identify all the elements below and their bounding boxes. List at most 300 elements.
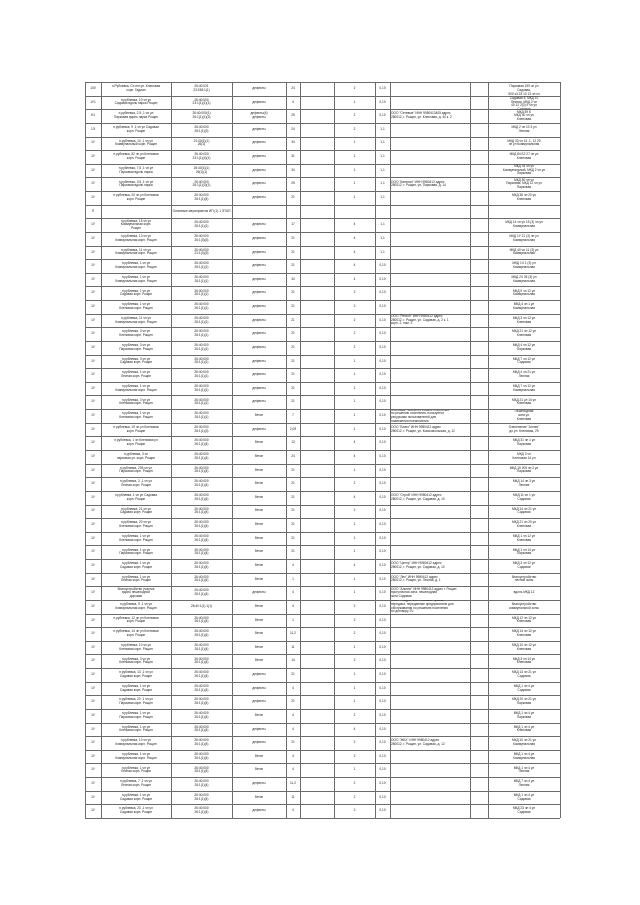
cell-area	[287, 437, 299, 450]
cell-text: МКД 10 чн 12 ул Кленовая	[511, 642, 537, 651]
cell-text: 21	[291, 467, 295, 472]
cell-address	[102, 573, 170, 586]
cell-text: МКД 21 чн 20 ул Кленовая	[511, 520, 537, 528]
cell-text: МКД 4 чн 21 ул Лесная	[512, 370, 536, 379]
cell-text: 1	[292, 576, 294, 581]
cell-owner	[391, 260, 469, 273]
cell-text: МКД 3 чн 12 ул Садовая	[512, 561, 536, 569]
cell-address	[102, 96, 170, 109]
cell-text: 24	[291, 85, 295, 90]
cell-type	[233, 355, 285, 368]
cell-description	[489, 546, 559, 559]
cell-count	[335, 614, 374, 627]
cell-count	[335, 709, 374, 722]
cell-text: 4	[353, 440, 356, 445]
cell-floor	[301, 519, 333, 532]
cell-owner	[391, 341, 469, 354]
cell-text: 0,10	[379, 740, 386, 745]
cell-count	[335, 696, 374, 709]
cell-text: 2	[353, 740, 356, 745]
cell-sqm	[376, 341, 389, 354]
cell-num	[86, 273, 100, 286]
cell-text: 0,10	[379, 413, 386, 418]
cell-owner	[391, 314, 469, 327]
cell-text: 1У	[91, 372, 95, 377]
cell-text: 1	[353, 167, 356, 172]
cell-type	[233, 287, 285, 300]
cell-text: ООО "ЖКХ" ИНН 9980412 адрес 280012, г. Рощин, ул. Садовая, д. 12	[391, 738, 445, 747]
cell-description	[489, 205, 559, 218]
cell-owner	[391, 791, 469, 804]
cell-text: 1	[353, 535, 356, 540]
cell-text: 0,10	[379, 385, 386, 390]
cell-text: 1У	[91, 344, 95, 349]
cell-num	[86, 478, 100, 491]
cell-count	[335, 778, 374, 791]
cell-type	[233, 369, 285, 382]
cell-cadastral	[172, 110, 231, 123]
cell-owner	[391, 491, 469, 504]
cell-note	[471, 246, 487, 259]
cell-num	[86, 805, 100, 818]
cell-floor	[301, 805, 333, 818]
cell-type	[233, 505, 285, 518]
cell-text: дефекты	[252, 740, 266, 745]
cell-note	[471, 641, 487, 654]
cell-type	[233, 519, 285, 532]
cell-text: бетон	[254, 481, 264, 486]
cell-address	[102, 137, 170, 150]
cell-note	[471, 137, 487, 150]
cell-floor	[301, 301, 333, 314]
cell-description	[489, 805, 559, 818]
cell-text: дефекты	[252, 154, 266, 159]
cell-text: благоустройство участка вдоль пешеходной дорожки	[117, 586, 155, 598]
cell-text: 11,2	[290, 781, 296, 786]
cell-description	[489, 178, 559, 191]
cell-sqm	[376, 723, 389, 736]
cell-sqm	[376, 192, 389, 205]
cell-area	[287, 83, 299, 96]
cell-description	[489, 560, 559, 573]
cell-text: бетон	[254, 603, 264, 608]
cell-address	[102, 723, 170, 736]
cell-type	[233, 546, 285, 559]
cell-note	[471, 205, 487, 218]
row-rule	[85, 818, 560, 819]
cell-text: 0,10	[379, 781, 386, 786]
cell-text: МКД 12 чн 12 ул Кленовая	[511, 615, 537, 624]
cell-count	[335, 478, 374, 491]
cell-text: 2	[353, 85, 356, 90]
cell-area	[287, 396, 299, 409]
cell-note	[471, 778, 487, 791]
cell-area	[287, 382, 299, 395]
cell-text: 4	[353, 726, 356, 731]
cell-text: МКД 1Ч 1 (3) ул Коммунальная	[512, 261, 536, 269]
cell-text: МКД 21 ул 14 ул Кленовая	[511, 397, 537, 406]
cell-area	[287, 287, 299, 300]
cell-floor	[301, 246, 333, 259]
cell-cadastral	[172, 96, 231, 109]
cell-cadastral	[172, 669, 231, 682]
cell-description	[489, 219, 559, 232]
cell-text: дефекты	[252, 358, 266, 363]
cell-text: 1У	[91, 590, 95, 595]
cell-num	[86, 151, 100, 164]
cell-owner	[391, 532, 469, 545]
cell-sqm	[376, 314, 389, 327]
cell-sqm	[376, 232, 389, 245]
cell-text: Н1	[90, 113, 96, 118]
cell-text: МКД 1 чн 4 ул Кленовая	[513, 724, 535, 733]
cell-num	[86, 110, 100, 123]
cell-cadastral	[172, 723, 231, 736]
cell-text: п.рублевка, 1 чн ул Парковая корп. Рощин	[119, 547, 153, 556]
cell-area	[287, 205, 299, 218]
cell-area	[287, 151, 299, 164]
cell-text: 11,2	[290, 631, 296, 636]
cell-text: дефекты	[252, 590, 266, 595]
cell-note	[471, 764, 487, 777]
cell-cadastral	[172, 205, 231, 218]
cell-cadastral	[172, 696, 231, 709]
cell-count	[335, 178, 374, 191]
cell-description	[489, 437, 559, 450]
cell-owner	[391, 519, 469, 532]
cell-floor	[301, 396, 333, 409]
cell-text: 4	[292, 99, 294, 104]
cell-text: Пешеходная зона ул. Кленовая	[514, 409, 534, 421]
cell-cadastral	[172, 273, 231, 286]
cell-text: 26:40:000 26:1(1)(4)	[194, 751, 209, 760]
cell-area	[287, 600, 299, 613]
cell-text: МКД 3 чн 14 ул Кленовая	[512, 656, 536, 665]
cell-sqm	[376, 696, 389, 709]
cell-text: бетон	[254, 508, 264, 513]
cell-floor	[301, 764, 333, 777]
cell-text: 4	[292, 603, 294, 608]
cell-count	[335, 369, 374, 382]
cell-text: 1	[353, 399, 356, 404]
cell-floor	[301, 669, 333, 682]
cell-type	[233, 737, 285, 750]
cell-type	[233, 641, 285, 654]
cell-type	[233, 573, 285, 586]
cell-note	[471, 341, 487, 354]
cell-num	[86, 410, 100, 423]
cell-text: 0,10	[379, 644, 386, 649]
cell-num	[86, 437, 100, 450]
cell-text: п.рублевка, 1 чн ул Лесная корп. Рощин	[121, 574, 151, 583]
cell-sqm	[376, 628, 389, 641]
cell-text: п.рублевка, 14 ,1 чн ул Коммунальный корп. Рощин	[115, 138, 157, 147]
cell-text: 1	[353, 154, 356, 159]
cell-count	[335, 137, 374, 150]
cell-count	[335, 532, 374, 545]
cell-floor	[301, 410, 333, 423]
cell-text: 1У	[91, 808, 95, 813]
cell-note	[471, 709, 487, 722]
cell-sqm	[376, 505, 389, 518]
cell-text: 0,10	[379, 344, 386, 349]
cell-floor	[301, 110, 333, 123]
cell-type	[233, 614, 285, 627]
cell-sqm	[376, 573, 389, 586]
cell-note	[471, 451, 487, 464]
cell-text: 2	[353, 508, 356, 513]
cell-area	[287, 805, 299, 818]
cell-text: 26:40:000 26:1(1)(4)	[194, 465, 209, 474]
cell-floor	[301, 437, 333, 450]
cell-sqm	[376, 451, 389, 464]
cell-address	[102, 709, 170, 722]
cell-text: дефекты	[252, 699, 266, 704]
cell-type	[233, 437, 285, 450]
cell-text: 4	[292, 753, 294, 758]
cell-text: 1У	[91, 426, 95, 431]
cell-count	[335, 123, 374, 136]
cell-count	[335, 600, 374, 613]
cell-type	[233, 532, 285, 545]
cell-text: 26:40:000 23:1(1)(1)(1)	[192, 97, 211, 106]
cell-num	[86, 709, 100, 722]
cell-text: 26:40:000 26:1(1)(4)	[194, 642, 209, 651]
cell-sqm	[376, 464, 389, 477]
cell-text: 1	[353, 522, 356, 527]
cell-text: дефекты	[252, 235, 266, 240]
cell-area	[287, 410, 299, 423]
cell-text: п.рублевка, 1 чн ул Кленовая корп. Рощин	[119, 302, 153, 310]
cell-area	[287, 355, 299, 368]
cell-text: 1	[353, 767, 356, 772]
cell-text: 26:40:000 26:1(1)(4)	[194, 724, 209, 733]
cell-text: п.рублевка, 205 чн ул Парковая корп. Рощин	[119, 465, 153, 474]
cell-text: 21	[291, 372, 295, 377]
cell-count	[335, 587, 374, 600]
cell-count	[335, 805, 374, 818]
cell-description	[489, 192, 559, 205]
cell-floor	[301, 287, 333, 300]
cell-address	[102, 83, 170, 96]
cell-owner	[391, 328, 469, 341]
cell-text: 1,1	[380, 140, 385, 145]
cell-cadastral	[172, 641, 231, 654]
cell-count	[335, 328, 374, 341]
cell-num	[86, 451, 100, 464]
cell-text: МКД 20 чн 21 ул Парковая	[511, 697, 537, 706]
cell-area	[287, 219, 299, 232]
cell-text: 26:40:000 26:1(1)(1)	[194, 274, 209, 283]
cell-text: 0,10	[379, 726, 386, 731]
cell-text: 1	[353, 413, 356, 418]
cell-count	[335, 164, 374, 177]
cell-sqm	[376, 273, 389, 286]
cell-text: п.рублевка, 1 чн ул Лесная корп. Рощин	[121, 370, 151, 379]
cell-owner	[391, 505, 469, 518]
cell-owner	[391, 137, 469, 150]
cell-description	[489, 451, 559, 464]
cell-owner	[391, 764, 469, 777]
cell-note	[471, 164, 487, 177]
cell-type	[233, 96, 285, 109]
cell-text: п.рублевка, 1 чн ул Лесная корп. Рощин	[121, 765, 151, 774]
cell-num	[86, 723, 100, 736]
cell-text: 4	[292, 590, 294, 595]
cell-text: 1У	[91, 753, 95, 758]
cell-num	[86, 137, 100, 150]
cell-area	[287, 560, 299, 573]
cell-text: МКД 11 чн 1 ул Садовая	[512, 492, 536, 501]
cell-text: 0,10	[379, 358, 386, 363]
cell-description	[489, 655, 559, 668]
cell-address	[102, 764, 170, 777]
cell-count	[335, 655, 374, 668]
cell-text: п.рублевка, 13 чн ул Коммунальная корп. Рощин	[115, 234, 157, 242]
cell-address	[102, 314, 170, 327]
cell-note	[471, 301, 487, 314]
cell-text: 21	[291, 508, 295, 513]
cell-text: 1,1	[380, 249, 385, 254]
cell-text: дефекты	[252, 304, 266, 309]
cell-text: 21	[291, 399, 295, 404]
cell-sqm	[376, 260, 389, 273]
cell-count	[335, 355, 374, 368]
cell-text: бетон	[254, 440, 264, 445]
cell-text: п.рублевка, 3 чн ул Кленовая корп. Рощин	[119, 397, 153, 406]
cell-count	[335, 205, 374, 218]
cell-type	[233, 764, 285, 777]
cell-text: 1У	[91, 494, 95, 499]
cell-address	[102, 123, 170, 136]
cell-num	[86, 587, 100, 600]
cell-cadastral	[172, 478, 231, 491]
cell-text: 1У	[91, 181, 95, 186]
cell-note	[471, 396, 487, 409]
cell-sqm	[376, 178, 389, 191]
cell-note	[471, 355, 487, 368]
cell-text: п.рублевка, 10 чн ул Кленовая корп. Рощин	[119, 642, 153, 651]
cell-num	[86, 192, 100, 205]
cell-count	[335, 491, 374, 504]
cell-type	[233, 260, 285, 273]
cell-description	[489, 151, 559, 164]
cell-num	[86, 546, 100, 559]
cell-cadastral	[172, 260, 231, 273]
cell-text: п.рублевка, 1 чн ул Кленовая корп. Рощин	[119, 724, 153, 733]
cell-owner	[391, 709, 469, 722]
cell-sqm	[376, 669, 389, 682]
cell-cadastral	[172, 546, 231, 559]
cell-address	[102, 560, 170, 573]
cell-address	[102, 587, 170, 600]
cell-floor	[301, 464, 333, 477]
cell-cadastral	[172, 464, 231, 477]
cell-text: 26:40:000 26:1(1)(4)	[194, 588, 209, 597]
cell-text: 26:40:000 26:1(1)(4)	[194, 479, 209, 488]
cell-floor	[301, 314, 333, 327]
cell-num	[86, 764, 100, 777]
cell-text: 26:40:000 26:1(1)(4)	[194, 438, 209, 447]
cell-sqm	[376, 478, 389, 491]
cell-text: дефекты	[252, 167, 266, 172]
cell-address	[102, 682, 170, 695]
cell-text: дефекты	[252, 99, 266, 104]
cell-text: дефекты	[252, 290, 266, 295]
cell-count	[335, 410, 374, 423]
cell-cadastral	[172, 750, 231, 763]
cell-text: 26:40:000(1) 26:1(1)(1)(3)	[192, 111, 211, 120]
cell-text: 0,10	[379, 562, 386, 567]
cell-count	[335, 287, 374, 300]
cell-text: 26:40:000 26:1(1)(4)	[194, 561, 209, 569]
cell-text: 0,10	[379, 467, 386, 472]
cell-area	[287, 123, 299, 136]
cell-address	[102, 437, 170, 450]
cell-type	[233, 314, 285, 327]
cell-text: дефекты(4) дефекты	[250, 111, 268, 120]
cell-owner	[391, 205, 469, 218]
cell-num	[86, 328, 100, 341]
cell-address	[102, 614, 170, 627]
cell-area	[287, 478, 299, 491]
cell-text: 1У	[91, 576, 95, 581]
cell-text: 2	[353, 617, 356, 622]
cell-text: МКД 1 чн 14 ул Парковая	[512, 547, 536, 556]
cell-text: МКД 14 чн 12 ул Кленовая	[511, 629, 537, 637]
cell-text: 26:40:000 26:1(1)(1)	[194, 411, 209, 419]
cell-note	[471, 423, 487, 436]
cell-text: п.рублевка, 7 ,1 чн ул Лесная корп. Рощин	[120, 779, 152, 787]
cell-floor	[301, 491, 333, 504]
cell-text: 0,10	[379, 685, 386, 690]
cell-note	[471, 655, 487, 668]
cell-text: 2,09	[289, 426, 297, 431]
cell-floor	[301, 123, 333, 136]
cell-type	[233, 600, 285, 613]
cell-address	[102, 273, 170, 286]
cell-cadastral	[172, 232, 231, 245]
cell-text: 1У	[91, 235, 95, 240]
cell-text: п.рублевка, 7,5 ,1 чн ул Парковая вдоль парка	[118, 165, 154, 174]
cell-text: 2	[353, 126, 356, 131]
cell-count	[335, 505, 374, 518]
cell-address	[102, 355, 170, 368]
cell-text: 1	[353, 372, 356, 377]
cell-text: дефекты	[252, 726, 266, 731]
cell-text: п.рублевка, 1 чн ул Садовая корп. Рощин	[114, 492, 158, 501]
cell-text: МКД 84 Б2 27 чн ул Кленовая	[509, 152, 539, 160]
cell-note	[471, 696, 487, 709]
cell-text: п.рублевка, 15 чн ул Коммунальная корп. Рощин	[120, 218, 152, 230]
cell-text: 26:40:000 26:1(1)(4)	[194, 792, 209, 801]
cell-text: 2	[353, 304, 356, 309]
cell-owner	[391, 573, 469, 586]
cell-text: МКД 23 чн 4 ул Садовая	[512, 806, 536, 815]
cell-num	[86, 750, 100, 763]
cell-text: 1У	[91, 481, 95, 486]
cell-num	[86, 519, 100, 532]
cell-description	[489, 110, 559, 123]
cell-note	[471, 151, 487, 164]
cell-num	[86, 287, 100, 300]
cell-type	[233, 587, 285, 600]
cell-text: 21	[291, 535, 295, 540]
cell-text: 0,10	[379, 331, 386, 336]
cell-area	[287, 110, 299, 123]
cell-type	[233, 205, 285, 218]
cell-area	[287, 737, 299, 750]
